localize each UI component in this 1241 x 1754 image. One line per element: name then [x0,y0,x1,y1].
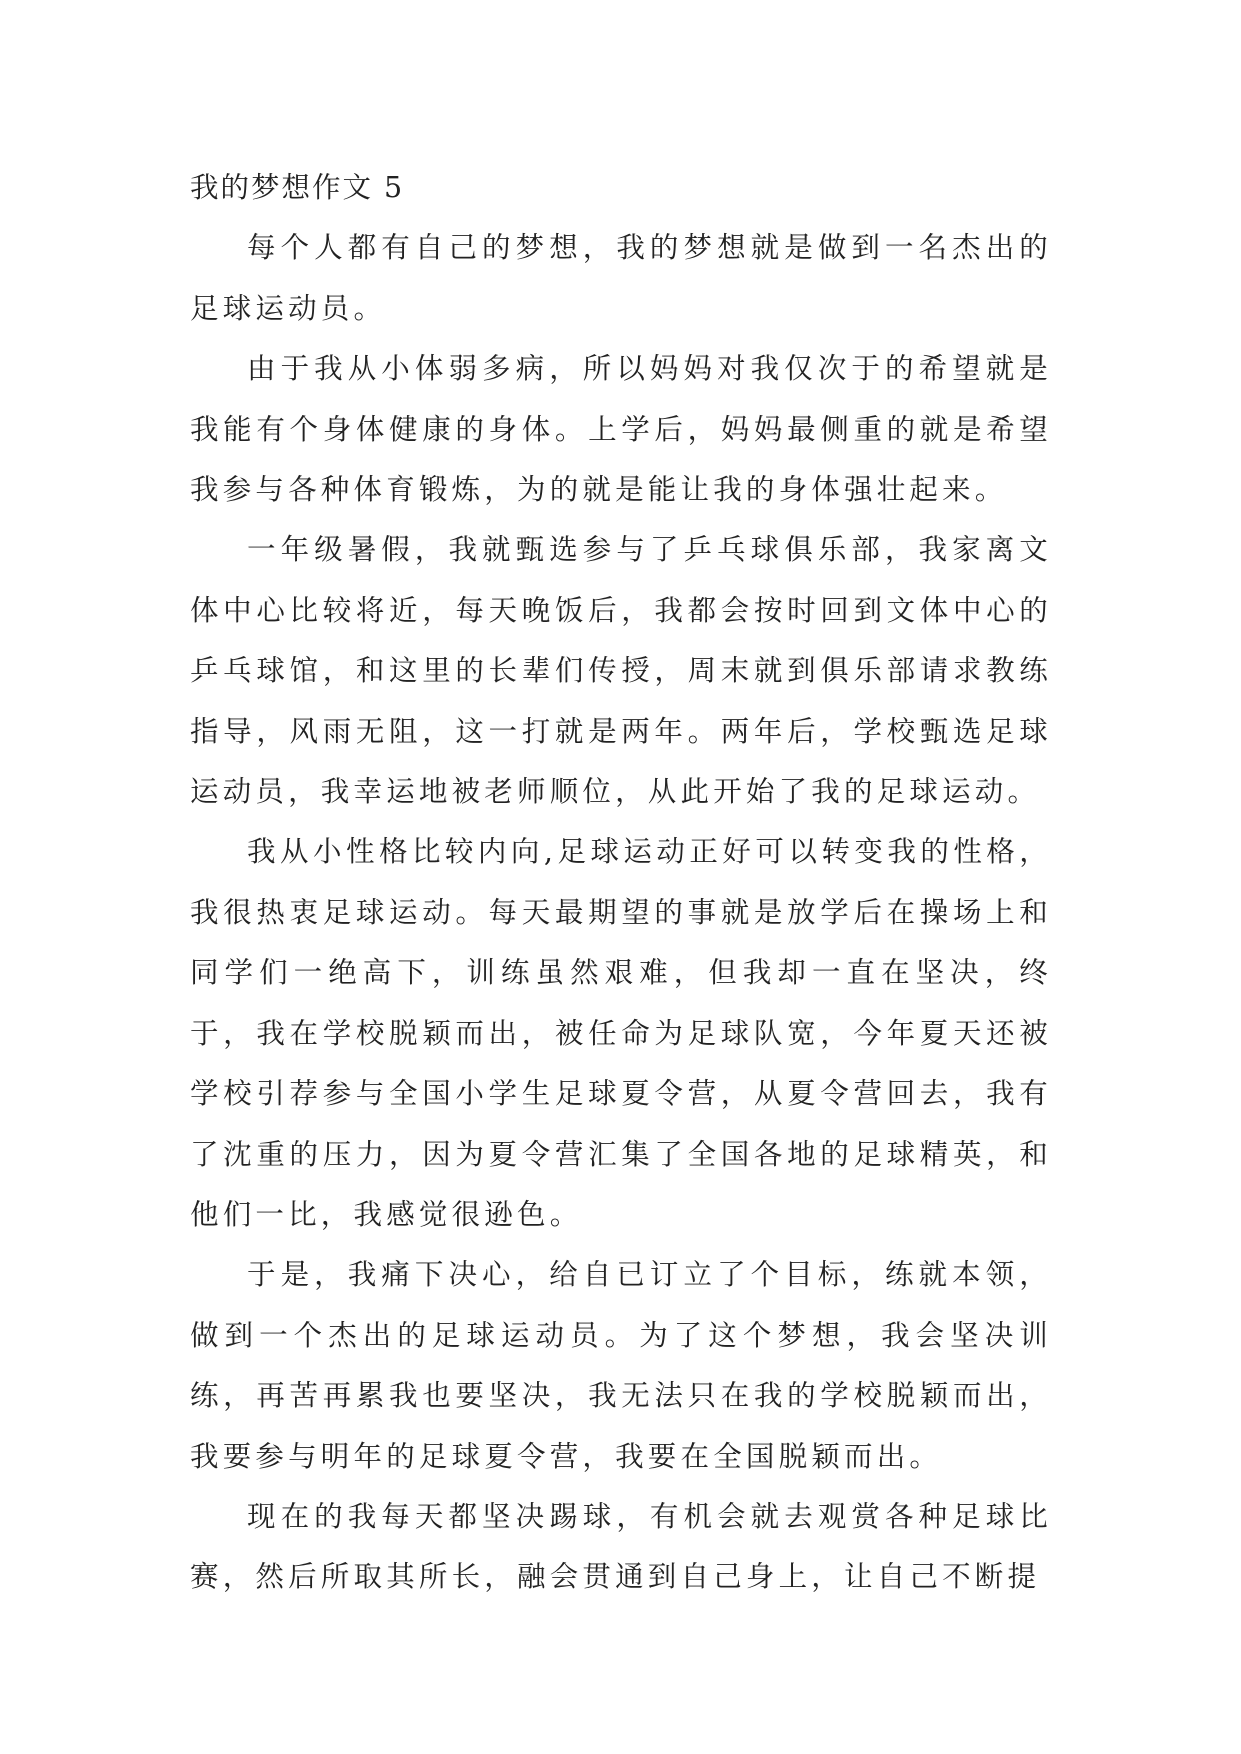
paragraph: 一年级暑假，我就甄选参与了乒乓球俱乐部，我家离文体中心比较将近，每天晚饭后，我都会按时回到文体中心的乒乓球馆，和这里的长辈们传授，周末就到俱乐部请求教练指导，风雨无阻，这一打就是两年。两年后，学校甄选足球运动员，我幸运地被老师顺位，从此开始了我的足球运动。 [190,533,1052,809]
paragraph: 现在的我每天都坚决踢球，有机会就去观赏各种足球比赛，然后所取其所长，融会贯通到自己身上，让自己不断提 [190,1499,1052,1594]
paragraph: 由于我从小体弱多病，所以妈妈对我仅次于的希望就是我能有个身体健康的身体。上学后，妈妈最侧重的就是希望我参与各种体育锻炼，为的就是能让我的身体强壮起来。 [190,352,1052,507]
document-body [190,158,1052,1608]
paragraph: 我从小性格比较内向,足球运动正好可以转变我的性格，我很热衷足球运动。每天最期望的事就是放学后在操场上和同学们一绝高下，训练虽然艰难，但我却一直在坚决，终于，我在学校脱颖而出，被任命为足球队宽，今年夏天还被学校引荐参与全国小学生足球夏令营，从夏令营回去，我有了沈重的压力，因为夏令营汇集了全国各地的足球精英，和他们一比，我感觉很逊色。 [190,835,1052,1231]
paragraph: 于是，我痛下决心，给自已订立了个目标，练就本领，做到一个杰出的足球运动员。为了这个梦想，我会坚决训练，再苦再累我也要坚决，我无法只在我的学校脱颖而出，我要参与明年的足球夏令营，我要在全国脱颖而出。 [190,1258,1052,1473]
paragraph: 每个人都有自己的梦想，我的梦想就是做到一名杰出的足球运动员。 [190,231,1052,325]
document-title: 我的梦想作文 5 [190,171,405,204]
